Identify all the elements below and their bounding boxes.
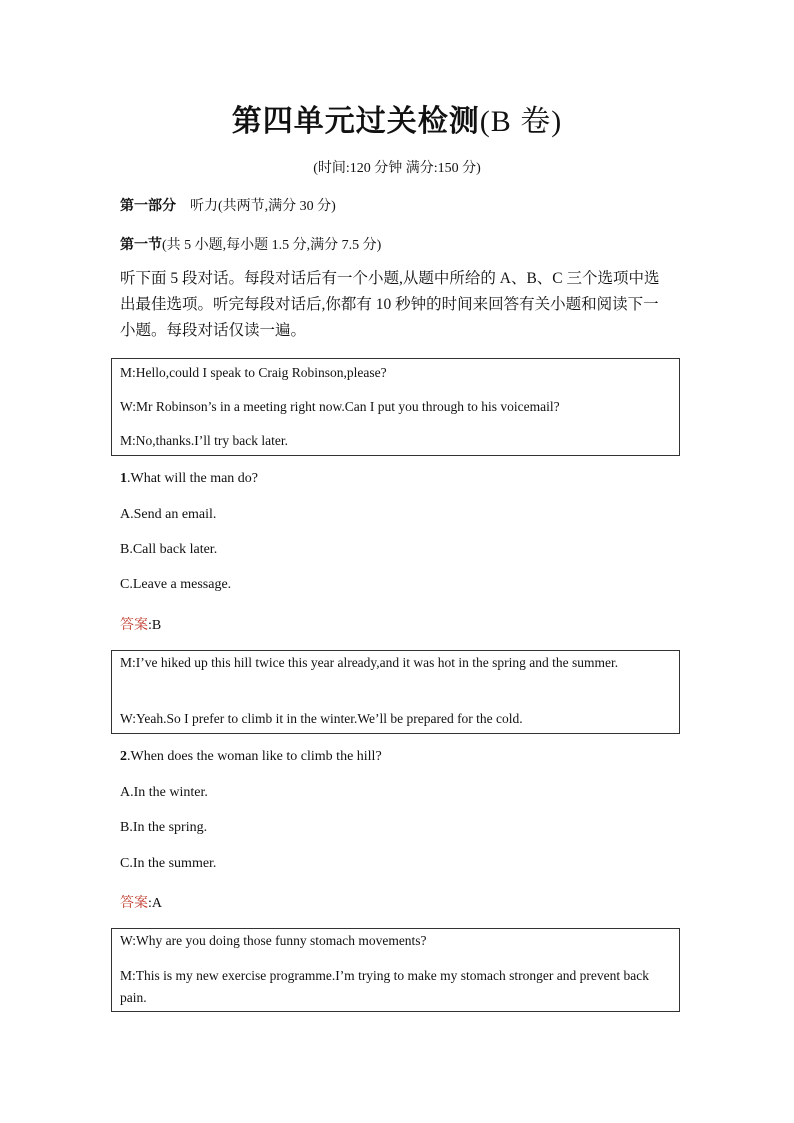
section-text: (共 5 小题,每小题 1.5 分,满分 7.5 分) — [162, 238, 382, 253]
option-b: B.In the spring. — [120, 820, 208, 835]
option-a: A.Send an email. — [120, 507, 217, 522]
option-c: C.Leave a message. — [120, 577, 232, 592]
dialogue-line: M:I’ve hiked up this hill twice this year already,and it was hot in the spring and the summer. — [120, 655, 619, 670]
question-text: .What will the man do? — [127, 471, 259, 486]
question-number: 1 — [120, 471, 127, 486]
dialogue-line: W:Mr Robinson’s in a meeting right now.Can I put you through to his voicemail? — [120, 399, 560, 414]
answer-2 — [120, 892, 162, 912]
answer-value: :B — [148, 618, 162, 633]
question-1 — [120, 471, 258, 487]
option-c: C.In the summer. — [120, 856, 217, 871]
option-b: B.Call back later. — [120, 542, 218, 557]
part-heading — [120, 195, 336, 215]
answer-value: :A — [148, 896, 162, 911]
dialogue-line: M:Hello,could I speak to Craig Robinson,please? — [120, 365, 387, 380]
title-tail: (B 卷) — [479, 105, 563, 138]
page-title — [0, 96, 794, 140]
dialogue-box-2 — [111, 650, 680, 734]
dialogue-line: W:Yeah.So I prefer to climb it in the winter.We’ll be prepared for the cold. — [120, 711, 523, 726]
dialogue-line: M:This is my new exercise programme.I’m trying to make my stomach stronger and prevent back pain. — [120, 968, 649, 1005]
question-text: .When does the woman like to climb the hill? — [127, 749, 382, 764]
dialogue-box-1 — [111, 358, 680, 456]
dialogue-box-3 — [111, 928, 680, 1012]
instructions: 听下面 5 段对话。每段对话后有一个小题,从题中所给的 A、B、C 三个选项中选出最佳选项。听完每段对话后,你都有 10 秒钟的时间来回答有关小题和阅读下一小题。每段对话仅读一遍。 — [120, 270, 660, 339]
answer-label: 答案 — [120, 618, 148, 633]
answer-1 — [120, 614, 161, 634]
section-heading — [120, 234, 381, 254]
part-text: 听力(共两节,满分 30 分) — [190, 199, 336, 214]
dialogue-line: M:No,thanks.I’ll try back later. — [120, 433, 288, 448]
question-number: 2 — [120, 749, 127, 764]
part-label: 第一部分 — [120, 199, 176, 214]
answer-label: 答案 — [120, 896, 148, 911]
title-main: 第四单元过关检测 — [231, 105, 480, 138]
exam-info: (时间:120 分钟 满分:150 分) — [313, 161, 481, 176]
option-a: A.In the winter. — [120, 785, 208, 800]
section-label: 第一节 — [120, 238, 162, 253]
dialogue-line: W:Why are you doing those funny stomach movements? — [120, 933, 427, 948]
question-2 — [120, 749, 382, 765]
